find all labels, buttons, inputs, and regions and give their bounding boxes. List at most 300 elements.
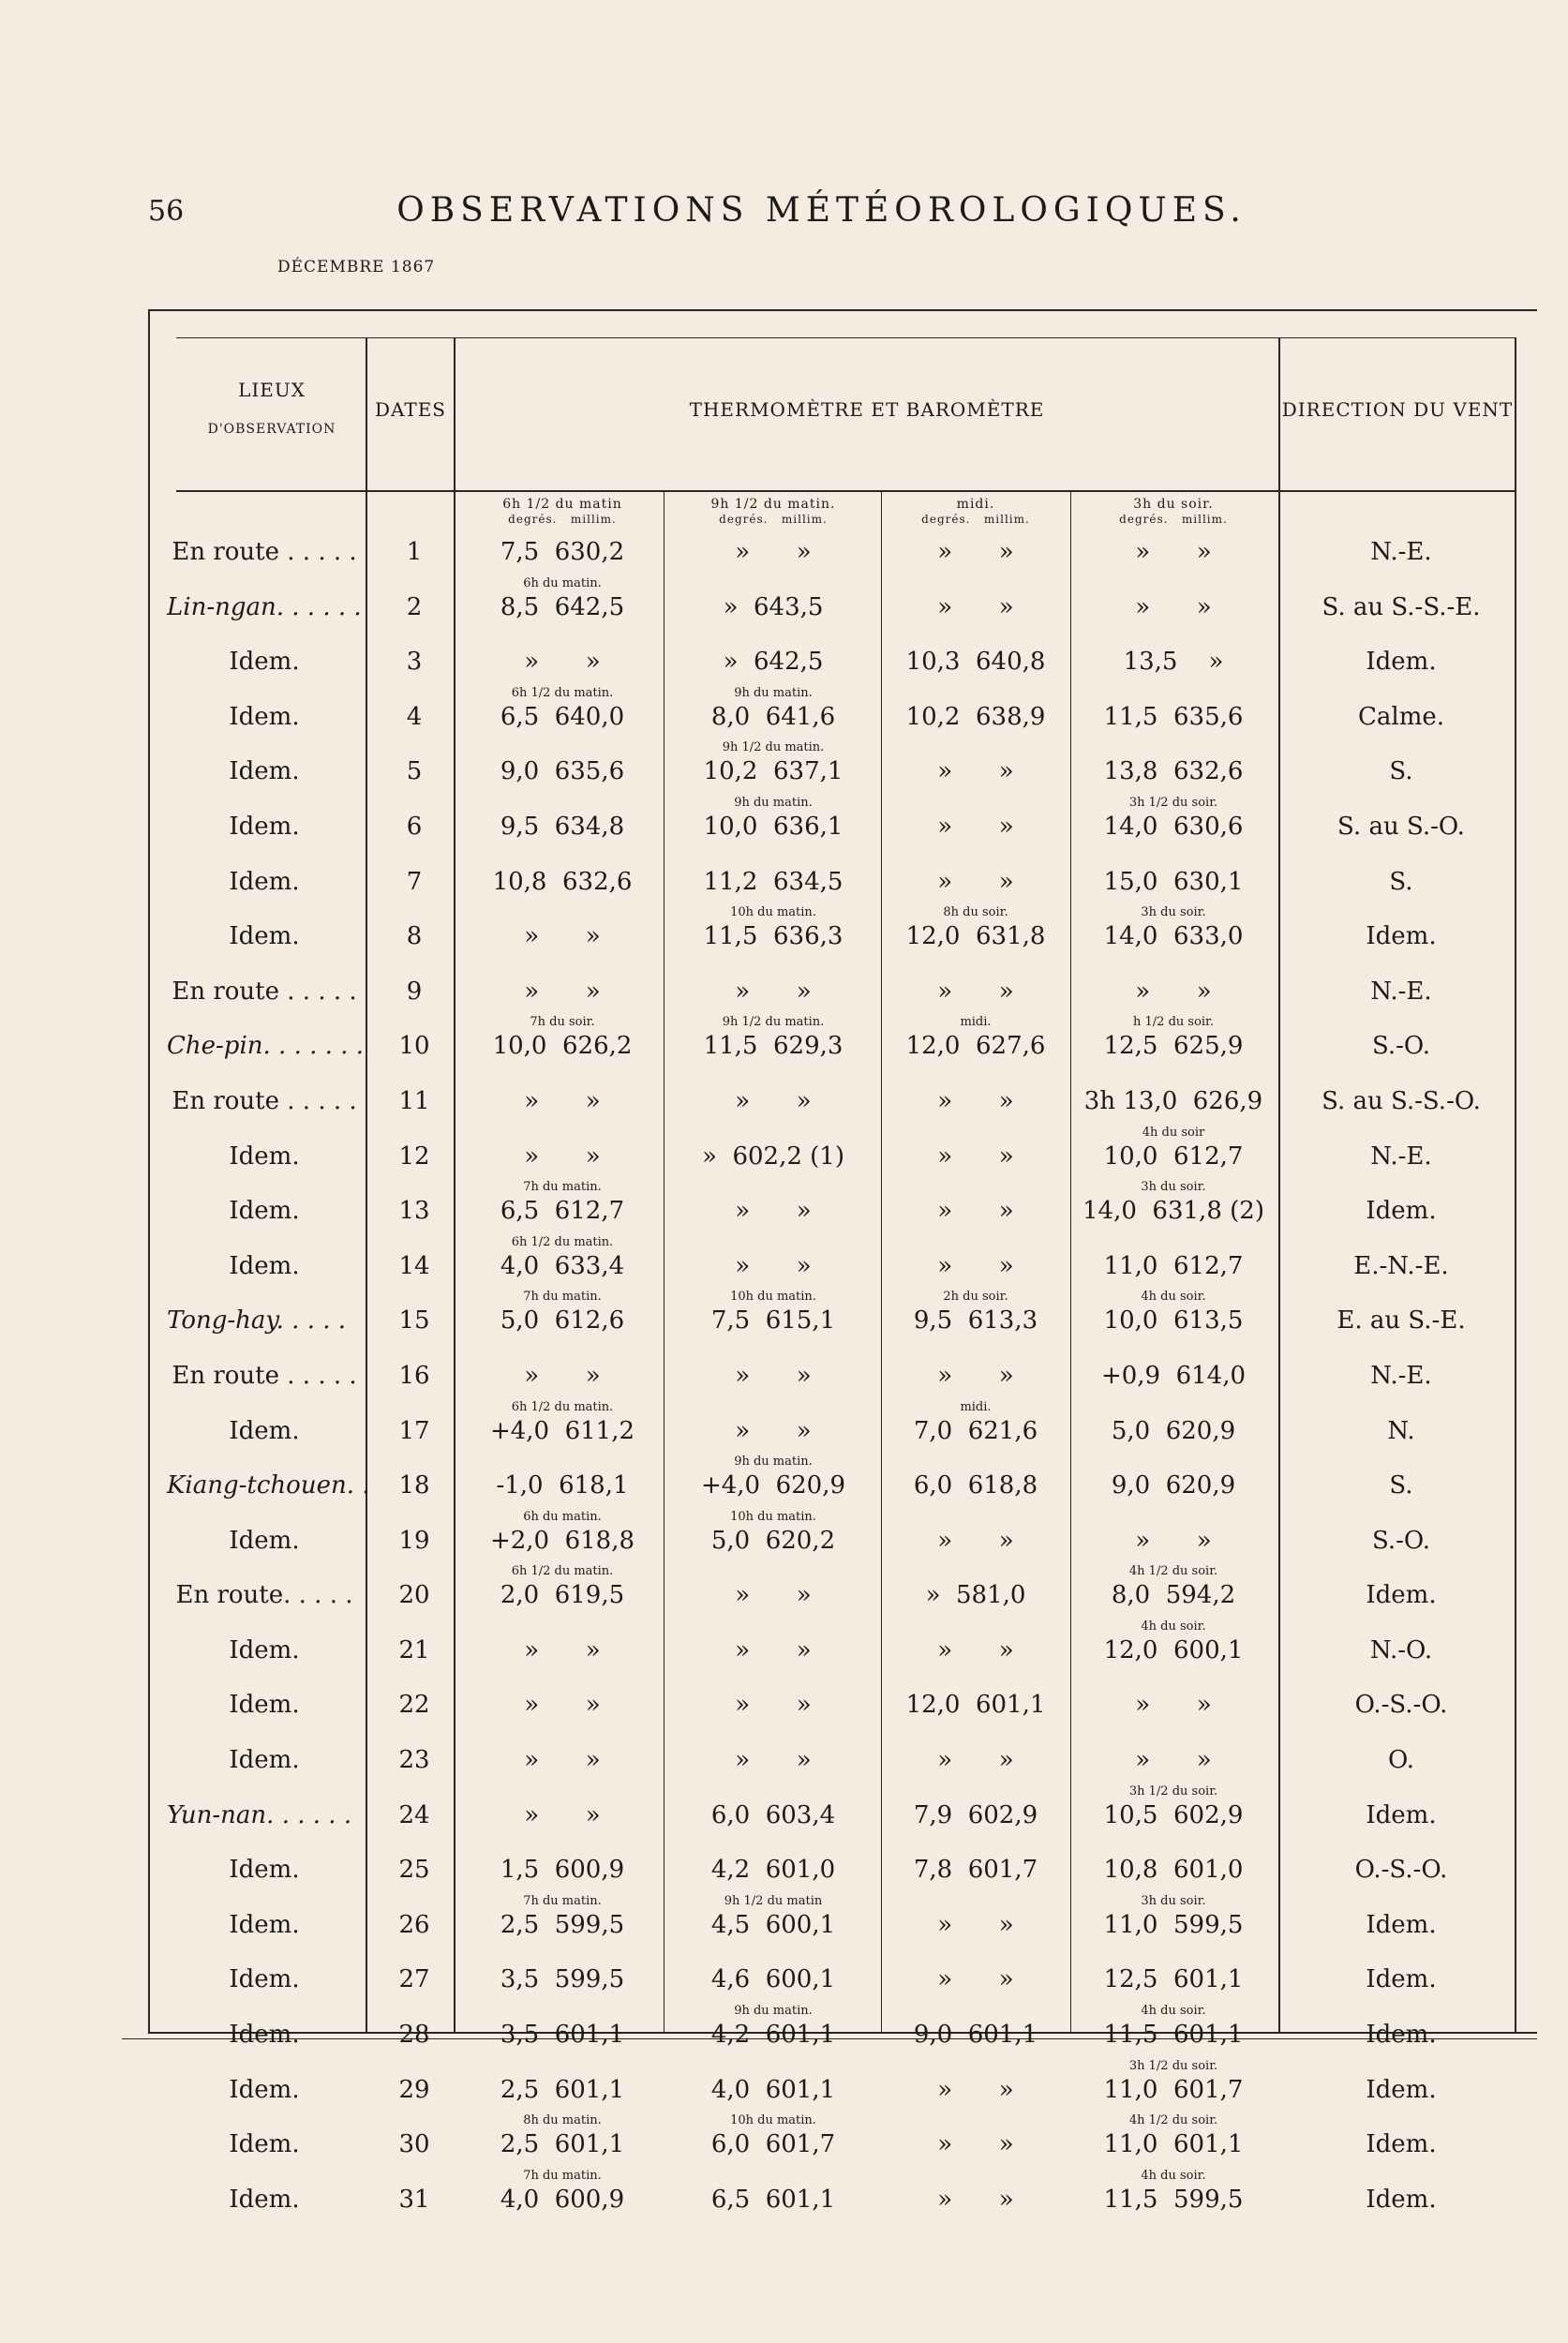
table-row xyxy=(0,1893,1568,1953)
cell-lieu: En route . . . . . xyxy=(172,538,357,566)
table-row xyxy=(0,634,1568,690)
cell-lieu: En route . . . . . xyxy=(172,1086,357,1115)
cell-date: 2 xyxy=(406,592,423,621)
cell-obs-2: 10,2 637,1 xyxy=(703,757,844,786)
cell-obs-1: » » xyxy=(524,648,601,677)
table-row xyxy=(0,2168,1568,2228)
cell-obs-1: 2,0 619,5 xyxy=(500,1581,625,1610)
cell-obs-2: » 642,5 xyxy=(723,648,824,677)
cell-obs-4: 12,5 625,9 xyxy=(1103,1032,1244,1061)
table-row xyxy=(0,1180,1568,1239)
table-row xyxy=(0,795,1568,855)
header-direction: DIRECTION DU VENT xyxy=(1281,398,1514,421)
cell-date: 8 xyxy=(406,922,423,951)
cell-obs-1: 8,5 642,5 xyxy=(500,592,625,621)
table-row xyxy=(0,1455,1568,1514)
cell-date: 18 xyxy=(398,1471,430,1500)
cell-obs-1: 2,5 601,1 xyxy=(500,2130,625,2159)
table-row xyxy=(0,1509,1568,1569)
table-row xyxy=(0,1733,1568,1788)
cell-date: 7 xyxy=(406,867,423,896)
time-note: 10h du matin. xyxy=(730,1509,816,1524)
time-note: 6h du matin. xyxy=(523,1509,602,1524)
cell-obs-4: 11,5 635,6 xyxy=(1103,702,1244,731)
cell-obs-2: 10,0 636,1 xyxy=(703,812,844,841)
cell-wind: S. xyxy=(1389,757,1413,786)
cell-lieu: Idem. xyxy=(229,1526,300,1555)
time-note: 3h 1/2 du soir. xyxy=(1128,1783,1218,1798)
cell-wind: Idem. xyxy=(1366,2021,1437,2050)
cell-obs-3: » » xyxy=(937,1746,1014,1775)
cell-obs-3: » » xyxy=(937,812,1014,841)
cell-obs-1: 9,0 635,6 xyxy=(500,757,625,786)
cell-obs-3: 7,0 621,6 xyxy=(913,1416,1038,1445)
cell-date: 29 xyxy=(398,2075,430,2104)
time-note: midi. xyxy=(960,1015,992,1030)
cell-obs-4: 10,5 602,9 xyxy=(1103,1800,1244,1829)
cell-obs-2: » » xyxy=(735,1251,812,1280)
cell-obs-1: 1,5 600,9 xyxy=(500,1856,625,1885)
cell-obs-2: » » xyxy=(735,538,812,566)
cell-obs-4: » » xyxy=(1135,538,1212,566)
cell-obs-4: 11,0 601,1 xyxy=(1103,2130,1244,2159)
time-note: 7h du soir. xyxy=(530,1015,595,1030)
cell-lieu: Idem. xyxy=(229,1691,300,1720)
cell-date: 25 xyxy=(398,1856,430,1885)
time-note: 4h 1/2 du soir. xyxy=(1128,2113,1218,2128)
table-row xyxy=(0,740,1568,799)
table-row xyxy=(0,2058,1568,2118)
time-note: h 1/2 du soir. xyxy=(1133,1015,1214,1030)
cell-obs-1: +2,0 618,8 xyxy=(489,1526,635,1555)
cell-obs-3: » » xyxy=(937,1635,1014,1664)
cell-lieu: Idem. xyxy=(229,1856,300,1885)
cell-wind: Idem. xyxy=(1366,1800,1437,1829)
cell-date: 4 xyxy=(406,702,423,731)
cell-lieu: En route . . . . . xyxy=(172,977,357,1006)
cell-lieu: Lin-ngan. . . . . . xyxy=(167,592,362,621)
time-note: 9h 1/2 du matin. xyxy=(722,1015,825,1030)
cell-wind: N. xyxy=(1387,1416,1415,1445)
cell-obs-3: 7,8 601,7 xyxy=(913,1856,1038,1885)
cell-date: 6 xyxy=(406,812,423,841)
cell-obs-3: » » xyxy=(937,538,1014,566)
cell-obs-1: » » xyxy=(524,977,601,1006)
cell-obs-2: 6,0 603,4 xyxy=(710,1800,836,1829)
header-dates: DATES xyxy=(374,398,447,421)
cell-obs-3: 6,0 618,8 xyxy=(913,1471,1038,1500)
cell-obs-1: 2,5 599,5 xyxy=(500,1910,625,1939)
cell-wind: S. au S.-S.-O. xyxy=(1322,1086,1481,1115)
cell-obs-3: 7,9 602,9 xyxy=(913,1800,1038,1829)
cell-obs-4: 11,0 601,7 xyxy=(1103,2075,1244,2104)
running-title: OBSERVATIONS MÉTÉOROLOGIQUES. xyxy=(396,191,1247,230)
cell-obs-1: 9,5 634,8 xyxy=(500,812,625,841)
time-note: 10h du matin. xyxy=(730,905,816,920)
cell-obs-2: » » xyxy=(735,1635,812,1664)
cell-date: 31 xyxy=(398,2185,430,2214)
cell-obs-4: » » xyxy=(1135,1746,1212,1775)
cell-obs-4: 9,0 620,9 xyxy=(1111,1471,1236,1500)
cell-wind: Idem. xyxy=(1366,2185,1437,2214)
cell-obs-4: 11,5 599,5 xyxy=(1103,2185,1244,2214)
cell-obs-2: 7,5 615,1 xyxy=(710,1306,836,1336)
cell-wind: E.-N.-E. xyxy=(1353,1251,1449,1280)
cell-date: 26 xyxy=(398,1910,430,1939)
cell-obs-2: 11,2 634,5 xyxy=(703,867,844,896)
subheader-time-3: midi. xyxy=(956,497,995,512)
cell-wind: O.-S.-O. xyxy=(1354,1856,1448,1885)
time-note: 10h du matin. xyxy=(730,1290,816,1305)
cell-obs-1: » » xyxy=(524,1086,601,1115)
cell-obs-2: 4,6 600,1 xyxy=(710,1965,836,1994)
cell-obs-4: 14,0 630,6 xyxy=(1103,812,1244,841)
cell-obs-3: » » xyxy=(937,1086,1014,1115)
cell-obs-2: 4,5 600,1 xyxy=(710,1910,836,1939)
cell-lieu: Idem. xyxy=(229,922,300,951)
cell-wind: N.-E. xyxy=(1370,538,1432,566)
cell-lieu: Idem. xyxy=(229,1142,300,1171)
subheader-time-4: 3h du soir. xyxy=(1133,497,1214,512)
cell-obs-1: 7,5 630,2 xyxy=(500,538,625,566)
cell-obs-2: 11,5 636,3 xyxy=(703,922,844,951)
cell-obs-2: » » xyxy=(735,1581,812,1610)
cell-lieu: Idem. xyxy=(229,757,300,786)
cell-wind: Idem. xyxy=(1366,922,1437,951)
cell-obs-1: 6,5 640,0 xyxy=(500,702,625,731)
cell-date: 3 xyxy=(406,648,423,677)
cell-obs-3: » » xyxy=(937,1361,1014,1390)
cell-obs-1: 10,0 626,2 xyxy=(492,1032,633,1061)
cell-obs-2: 8,0 641,6 xyxy=(710,702,836,731)
cell-obs-3: 10,3 640,8 xyxy=(905,648,1046,677)
table-row xyxy=(0,905,1568,964)
table-row xyxy=(0,855,1568,910)
cell-wind: S.-O. xyxy=(1372,1526,1430,1555)
cell-obs-4: 11,0 599,5 xyxy=(1103,1910,1244,1939)
time-note: 9h du matin. xyxy=(734,2004,813,2019)
cell-obs-2: » » xyxy=(735,1691,812,1720)
table-row xyxy=(0,1290,1568,1349)
cell-obs-1: 2,5 601,1 xyxy=(500,2075,625,2104)
cell-obs-3: 9,0 601,1 xyxy=(913,2021,1038,2050)
cell-obs-4: » » xyxy=(1135,1691,1212,1720)
table-row xyxy=(0,575,1568,635)
cell-date: 21 xyxy=(398,1635,430,1664)
cell-wind: S. xyxy=(1389,867,1413,896)
table-row xyxy=(0,1074,1568,1129)
cell-lieu: Idem. xyxy=(229,2075,300,2104)
cell-obs-4: » » xyxy=(1135,1526,1212,1555)
table-row xyxy=(0,1399,1568,1459)
cell-obs-4: 14,0 631,8 (2) xyxy=(1083,1197,1264,1226)
cell-obs-3: » » xyxy=(937,1526,1014,1555)
cell-obs-4: 5,0 620,9 xyxy=(1111,1416,1236,1445)
cell-obs-4: 13,5 » xyxy=(1123,648,1224,677)
cell-lieu: Idem. xyxy=(229,1416,300,1445)
cell-obs-2: 5,0 620,2 xyxy=(710,1526,836,1555)
cell-date: 10 xyxy=(398,1032,430,1061)
cell-obs-3: » » xyxy=(937,592,1014,621)
time-note: 4h 1/2 du soir. xyxy=(1128,1564,1218,1579)
cell-obs-1: » » xyxy=(524,1361,601,1390)
cell-obs-3: » » xyxy=(937,1142,1014,1171)
cell-obs-3: » 581,0 xyxy=(925,1581,1026,1610)
time-note: 4h du soir. xyxy=(1141,1290,1206,1305)
subheader-units-1: degrés. millim. xyxy=(508,513,617,526)
cell-obs-3: » » xyxy=(937,977,1014,1006)
subheader-time-1: 6h 1/2 du matin xyxy=(502,497,622,512)
header-lieux-sub: D'OBSERVATION xyxy=(207,422,336,437)
table-top-rule-inner xyxy=(176,337,1516,338)
table-top-rule xyxy=(148,309,1537,311)
cell-obs-4: 10,0 613,5 xyxy=(1103,1306,1244,1336)
cell-wind: N.-O. xyxy=(1369,1635,1433,1664)
cell-lieu: Yun-nan. . . . . . xyxy=(167,1800,352,1829)
cell-obs-1: 3,5 599,5 xyxy=(500,1965,625,1994)
cell-obs-1: » » xyxy=(524,922,601,951)
cell-date: 11 xyxy=(398,1086,430,1115)
cell-obs-3: 12,0 631,8 xyxy=(905,922,1046,951)
cell-obs-2: » » xyxy=(735,1197,812,1226)
cell-lieu: Idem. xyxy=(229,1251,300,1280)
cell-obs-3: 9,5 613,3 xyxy=(913,1306,1038,1336)
cell-obs-2: » » xyxy=(735,1746,812,1775)
cell-obs-2: 11,5 629,3 xyxy=(703,1032,844,1061)
cell-obs-1: 3,5 601,1 xyxy=(500,2021,625,2050)
cell-obs-4: +0,9 614,0 xyxy=(1100,1361,1247,1390)
cell-wind: Idem. xyxy=(1366,1197,1437,1226)
cell-obs-3: 12,0 627,6 xyxy=(905,1032,1046,1061)
header-thermometre: THERMOMÈTRE ET BAROMÈTRE xyxy=(689,398,1045,421)
time-note: 6h 1/2 du matin. xyxy=(511,1564,614,1579)
cell-obs-1: » » xyxy=(524,1800,601,1829)
cell-obs-4: » » xyxy=(1135,977,1212,1006)
cell-obs-2: » » xyxy=(735,1361,812,1390)
cell-date: 14 xyxy=(398,1251,430,1280)
table-row xyxy=(0,1843,1568,1898)
cell-lieu: En route . . . . . xyxy=(172,1361,357,1390)
cell-wind: N.-E. xyxy=(1370,1361,1432,1390)
cell-date: 24 xyxy=(398,1800,430,1829)
cell-obs-2: 6,5 601,1 xyxy=(710,2185,836,2214)
subheader-units-2: degrés. millim. xyxy=(719,513,828,526)
cell-lieu: Idem. xyxy=(229,1635,300,1664)
table-row xyxy=(0,1234,1568,1294)
cell-lieu: Idem. xyxy=(229,1197,300,1226)
cell-date: 17 xyxy=(398,1416,430,1445)
cell-obs-3: » » xyxy=(937,2185,1014,2214)
cell-obs-4: 14,0 633,0 xyxy=(1103,922,1244,951)
cell-obs-4: 8,0 594,2 xyxy=(1111,1581,1236,1610)
cell-obs-2: » 602,2 (1) xyxy=(702,1142,844,1171)
table-row xyxy=(0,1783,1568,1843)
time-note: 3h du soir. xyxy=(1141,1893,1206,1908)
cell-obs-3: 12,0 601,1 xyxy=(905,1691,1046,1720)
table-row xyxy=(0,1678,1568,1733)
time-note: 7h du matin. xyxy=(523,1180,602,1195)
time-note: 7h du matin. xyxy=(523,2168,602,2183)
time-note: 3h du soir. xyxy=(1141,905,1206,920)
cell-wind: Idem. xyxy=(1366,2130,1437,2159)
time-note: 6h 1/2 du matin. xyxy=(511,685,614,700)
cell-wind: O. xyxy=(1387,1746,1415,1775)
time-note: 8h du matin. xyxy=(523,2113,602,2128)
cell-obs-4: 10,8 601,0 xyxy=(1103,1856,1244,1885)
header-lieux: LIEUX xyxy=(238,379,306,401)
table-row xyxy=(0,1952,1568,2007)
table-row xyxy=(0,1015,1568,1074)
cell-obs-2: » » xyxy=(735,1086,812,1115)
table-row xyxy=(0,1619,1568,1679)
cell-obs-3: » » xyxy=(937,1251,1014,1280)
time-note: 3h du soir. xyxy=(1141,1180,1206,1195)
cell-lieu: Idem. xyxy=(229,867,300,896)
header-bottom-rule xyxy=(176,490,1516,492)
cell-date: 13 xyxy=(398,1197,430,1226)
cell-date: 15 xyxy=(398,1306,430,1336)
cell-obs-1: » » xyxy=(524,1635,601,1664)
table-row xyxy=(0,964,1568,1020)
cell-wind: Idem. xyxy=(1366,1965,1437,1994)
cell-obs-4: 3h 13,0 626,9 xyxy=(1083,1086,1263,1115)
cell-date: 12 xyxy=(398,1142,430,1171)
cell-date: 19 xyxy=(398,1526,430,1555)
cell-obs-3: » » xyxy=(937,1197,1014,1226)
cell-lieu: Kiang-tchouen. . xyxy=(167,1471,370,1500)
cell-lieu: Idem. xyxy=(229,812,300,841)
cell-lieu: En route. . . . . xyxy=(175,1581,353,1610)
cell-obs-3: » » xyxy=(937,1910,1014,1939)
cell-obs-4: 15,0 630,1 xyxy=(1103,867,1244,896)
cell-lieu: Idem. xyxy=(229,702,300,731)
cell-lieu: Idem. xyxy=(229,2021,300,2050)
cell-wind: Idem. xyxy=(1366,1581,1437,1610)
time-note: 6h 1/2 du matin. xyxy=(511,1234,614,1249)
subheader-units-3: degrés. millim. xyxy=(921,513,1030,526)
time-note: 4h du soir. xyxy=(1141,1619,1206,1634)
cell-date: 9 xyxy=(406,977,423,1006)
cell-wind: S. au S.-O. xyxy=(1337,812,1465,841)
time-note: 6h 1/2 du matin. xyxy=(511,1399,614,1414)
cell-obs-1: +4,0 611,2 xyxy=(489,1416,635,1445)
observation-rows xyxy=(0,525,1568,2227)
cell-lieu: Che-pin. . . . . . . xyxy=(167,1032,364,1061)
table-row xyxy=(0,2113,1568,2172)
time-note: 8h du soir. xyxy=(943,905,1008,920)
cell-date: 23 xyxy=(398,1746,430,1775)
cell-date: 30 xyxy=(398,2130,430,2159)
time-note: 4h du soir. xyxy=(1141,2168,1206,2183)
time-note: 9h 1/2 du matin. xyxy=(722,740,825,755)
cell-obs-2: » » xyxy=(735,977,812,1006)
cell-obs-4: 12,5 601,1 xyxy=(1103,1965,1244,1994)
cell-lieu: Idem. xyxy=(229,648,300,677)
cell-date: 28 xyxy=(398,2021,430,2050)
cell-obs-4: 11,5 601,1 xyxy=(1103,2021,1244,2050)
subheader-units-4: degrés. millim. xyxy=(1119,513,1228,526)
cell-obs-1: 5,0 612,6 xyxy=(500,1306,625,1336)
cell-obs-4: 11,0 612,7 xyxy=(1103,1251,1244,1280)
cell-obs-2: 4,0 601,1 xyxy=(710,2075,836,2104)
cell-obs-4: 13,8 632,6 xyxy=(1103,757,1244,786)
table-row xyxy=(0,1349,1568,1404)
cell-obs-1: 4,0 600,9 xyxy=(500,2185,625,2214)
time-note: 9h 1/2 du matin xyxy=(724,1893,823,1908)
cell-date: 16 xyxy=(398,1361,430,1390)
table-row xyxy=(0,1125,1568,1185)
table-row xyxy=(0,685,1568,745)
cell-wind: S. au S.-S.-E. xyxy=(1322,592,1481,621)
time-note: 4h du soir xyxy=(1142,1125,1205,1140)
time-note: 7h du matin. xyxy=(523,1290,602,1305)
table-row xyxy=(0,1564,1568,1623)
time-note: midi. xyxy=(960,1399,992,1414)
cell-obs-2: » 643,5 xyxy=(723,592,824,621)
table-row xyxy=(0,2004,1568,2063)
cell-lieu: Tong-hay. . . . . xyxy=(167,1306,347,1336)
cell-date: 1 xyxy=(406,538,423,566)
cell-obs-2: 4,2 601,0 xyxy=(710,1856,836,1885)
cell-obs-4: » » xyxy=(1135,592,1212,621)
time-note: 4h du soir. xyxy=(1141,2004,1206,2019)
subheader-time-2: 9h 1/2 du matin. xyxy=(710,497,836,512)
month-label: DÉCEMBRE 1867 xyxy=(277,258,436,276)
cell-wind: S.-O. xyxy=(1372,1032,1430,1061)
cell-wind: S. xyxy=(1389,1471,1413,1500)
time-note: 7h du matin. xyxy=(523,1893,602,1908)
cell-obs-1: » » xyxy=(524,1746,601,1775)
cell-obs-4: 10,0 612,7 xyxy=(1103,1142,1244,1171)
cell-lieu: Idem. xyxy=(229,2130,300,2159)
cell-wind: Idem. xyxy=(1366,648,1437,677)
cell-wind: Idem. xyxy=(1366,1910,1437,1939)
cell-wind: O.-S.-O. xyxy=(1354,1691,1448,1720)
time-note: 3h 1/2 du soir. xyxy=(1128,795,1218,810)
cell-obs-3: 10,2 638,9 xyxy=(905,702,1046,731)
table-row xyxy=(0,525,1568,580)
cell-obs-4: 12,0 600,1 xyxy=(1103,1635,1244,1664)
time-note: 3h 1/2 du soir. xyxy=(1128,2058,1218,2073)
cell-obs-1: » » xyxy=(524,1691,601,1720)
cell-obs-2: 4,2 601,1 xyxy=(710,2021,836,2050)
cell-obs-1: » » xyxy=(524,1142,601,1171)
cell-obs-1: -1,0 618,1 xyxy=(496,1471,629,1500)
cell-wind: Idem. xyxy=(1366,2075,1437,2104)
cell-lieu: Idem. xyxy=(229,1965,300,1994)
cell-date: 20 xyxy=(398,1581,430,1610)
cell-obs-1: 10,8 632,6 xyxy=(492,867,633,896)
cell-obs-3: » » xyxy=(937,867,1014,896)
cell-wind: N.-E. xyxy=(1370,977,1432,1006)
cell-obs-3: » » xyxy=(937,757,1014,786)
cell-date: 27 xyxy=(398,1965,430,1994)
cell-date: 5 xyxy=(406,757,423,786)
time-note: 9h du matin. xyxy=(734,685,813,700)
cell-obs-1: 4,0 633,4 xyxy=(500,1251,625,1280)
cell-obs-2: » » xyxy=(735,1416,812,1445)
time-note: 6h du matin. xyxy=(523,575,602,590)
cell-date: 22 xyxy=(398,1691,430,1720)
cell-obs-2: 6,0 601,7 xyxy=(710,2130,836,2159)
cell-obs-3: » » xyxy=(937,1965,1014,1994)
page-number: 56 xyxy=(148,195,185,228)
time-note: 2h du soir. xyxy=(943,1290,1008,1305)
cell-obs-1: 6,5 612,7 xyxy=(500,1197,625,1226)
cell-obs-3: » » xyxy=(937,2130,1014,2159)
cell-obs-2: +4,0 620,9 xyxy=(700,1471,846,1500)
cell-wind: Calme. xyxy=(1357,702,1444,731)
